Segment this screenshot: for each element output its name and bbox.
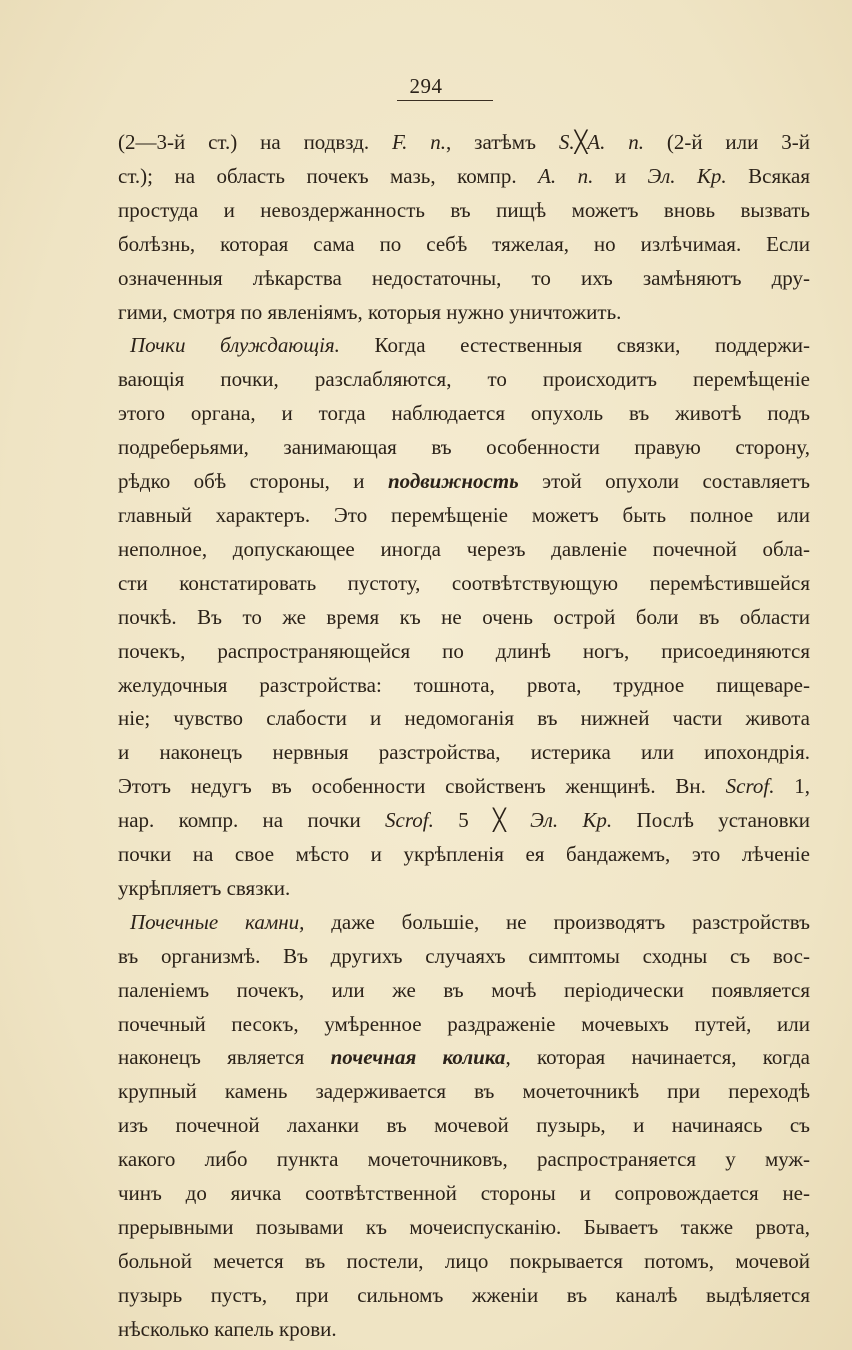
emphasized-text: Почки блуждающія. [130, 333, 340, 358]
text-line [118, 126, 810, 160]
text-line [118, 160, 810, 194]
text-run: больной мечется въ постели, лицо покрывается потомъ, мочевой [118, 1248, 810, 1273]
text-run: болѣзнь, которая сама по себѣ тяжелая, но излѣчимая. Если [118, 231, 810, 256]
text-run: сти констатировать пустоту, соотвѣтствующую перемѣстившейся [118, 570, 810, 595]
text-run: подреберьями, занимающая въ особенности правую сторону, [118, 435, 810, 460]
text-run: , которая начинается, когда [505, 1045, 810, 1070]
text-run: пузырь пустъ, при сильномъ жженіи въ каналѣ выдѣляется [118, 1282, 810, 1307]
text-line [118, 770, 810, 804]
text-line [118, 567, 810, 601]
text-line [118, 635, 810, 669]
text-line [118, 533, 810, 567]
text-line [118, 1279, 810, 1313]
text-line [118, 262, 810, 296]
text-run: Послѣ установки [612, 808, 810, 833]
text-line [118, 431, 810, 465]
emphasized-text: Эл. Кр. [530, 808, 613, 833]
text-run: 1, [774, 774, 811, 799]
text-line [118, 465, 810, 499]
text-run: рѣдко обѣ стороны, и [118, 469, 388, 494]
text-line [118, 669, 810, 703]
text-run: укрѣпляетъ связки. [118, 875, 291, 900]
text-run: прерывными позывами къ мочеиспусканію. Бываетъ также рвота, [118, 1215, 810, 1239]
text-run: (2—3-й ст.) на подвзд. [118, 130, 393, 154]
text-run: изъ почечной лаханки въ мочевой пузырь, и начинаясь съ [118, 1113, 810, 1138]
text-run: простуда и невоздержанность въ пищѣ можетъ вновь вызвать [118, 197, 810, 222]
emphasized-text: F. n. [392, 130, 447, 154]
text-run: (2-й или 3-й [643, 130, 810, 154]
text-run: чинъ до яичка соотвѣтственной стороны и сопровождается не- [118, 1181, 810, 1206]
emphasized-text: S.╳A. n. [558, 130, 644, 154]
text-line [118, 940, 810, 974]
text-run: этой опухоли составляетъ [518, 469, 810, 494]
text-line [118, 601, 810, 635]
text-run: вающія почки, разслабляются, то происходитъ перемѣщеніе [118, 367, 810, 392]
page-number-rule [397, 100, 493, 101]
text-run: нар. компр. на почки [118, 808, 386, 833]
text-line [118, 702, 810, 736]
text-line [118, 736, 810, 770]
text-line [118, 1313, 810, 1347]
text-run: Этотъ недугъ въ особенности свойственъ женщинѣ. Вн. [118, 774, 726, 799]
text-line [118, 329, 810, 363]
text-run: и [593, 163, 648, 188]
page-body-text [118, 126, 810, 1347]
text-run: въ организмѣ. Въ другихъ случаяхъ симптомы сходны съ вос- [118, 943, 810, 968]
text-run: гими, смотря по явленіямъ, которыя нужно уничтожить. [118, 299, 622, 324]
emphasized-text: A. n. [538, 163, 594, 188]
text-run: Всякая [726, 163, 810, 188]
text-line [118, 1109, 810, 1143]
text-line [118, 974, 810, 1008]
text-run: почкѣ. Въ то же время къ не очень острой боли въ области [118, 604, 810, 629]
text-run: нѣсколько капель крови. [118, 1316, 337, 1341]
text-line [118, 838, 810, 872]
text-line [118, 906, 810, 940]
text-line [118, 397, 810, 431]
emphasized-text: Почечные камни, [130, 909, 305, 934]
text-line [118, 228, 810, 262]
text-run: паленіемъ почекъ, или же въ мочѣ періодически появляется [118, 977, 810, 1002]
page-number: 294 [409, 74, 443, 98]
emphasized-text: Эл. Кр. [647, 163, 727, 188]
text-run: означенныя лѣкарства недостаточны, то ихъ замѣняютъ дру- [118, 265, 810, 290]
text-run: крупный камень задерживается въ мочеточникѣ при переходѣ [118, 1079, 810, 1104]
text-run: наконецъ является [118, 1045, 331, 1070]
text-run: неполное, допускающее иногда черезъ давленіе почечной обла- [118, 536, 810, 561]
text-line [118, 872, 810, 906]
text-run: почечный песокъ, умѣренное раздраженіе мочевыхъ путей, или [118, 1011, 810, 1036]
text-line [118, 804, 810, 838]
text-run: Когда естественныя связки, поддержи- [339, 333, 811, 358]
text-line [118, 194, 810, 228]
text-line [118, 1075, 810, 1109]
emphasized-text: Scrof. [385, 808, 434, 833]
text-line [118, 1211, 810, 1245]
text-run: какого либо пункта мочеточниковъ, распространяется у муж- [118, 1147, 810, 1172]
emphasized-text: Scrof. [725, 774, 775, 799]
text-line [118, 296, 810, 330]
text-run: , затѣмъ [446, 130, 559, 154]
text-run: и наконецъ нервныя разстройства, истерика или ипохондрія. [118, 740, 810, 765]
text-run: почки на свое мѣсто и укрѣпленія ея бандажемъ, это лѣченіе [118, 842, 810, 867]
text-line [118, 363, 810, 397]
text-run: желудочныя разстройства: тошнота, рвота, трудное пищеваре- [118, 672, 810, 697]
text-line [118, 1143, 810, 1177]
text-run: 5 ╳ [433, 808, 531, 833]
text-line [118, 1041, 810, 1075]
text-run: даже большіе, не производятъ разстройствъ [304, 909, 810, 934]
text-line [118, 1177, 810, 1211]
text-run: ніе; чувство слабости и недомоганія въ нижней части живота [118, 706, 810, 731]
text-run: ст.); на область почекъ мазь, компр. [118, 163, 539, 188]
text-line [118, 1245, 810, 1279]
emphasized-text: почечная колика [330, 1045, 506, 1070]
text-line [118, 1008, 810, 1042]
text-run: этого органа, и тогда наблюдается опухоль въ животѣ подъ [118, 401, 810, 426]
text-line [118, 499, 810, 533]
emphasized-text: подвижность [387, 469, 519, 494]
text-run: почекъ, распространяющейся по длинѣ ногъ, присоединяются [118, 638, 810, 663]
text-run: главный характеръ. Это перемѣщеніе можетъ быть полное или [118, 502, 810, 527]
